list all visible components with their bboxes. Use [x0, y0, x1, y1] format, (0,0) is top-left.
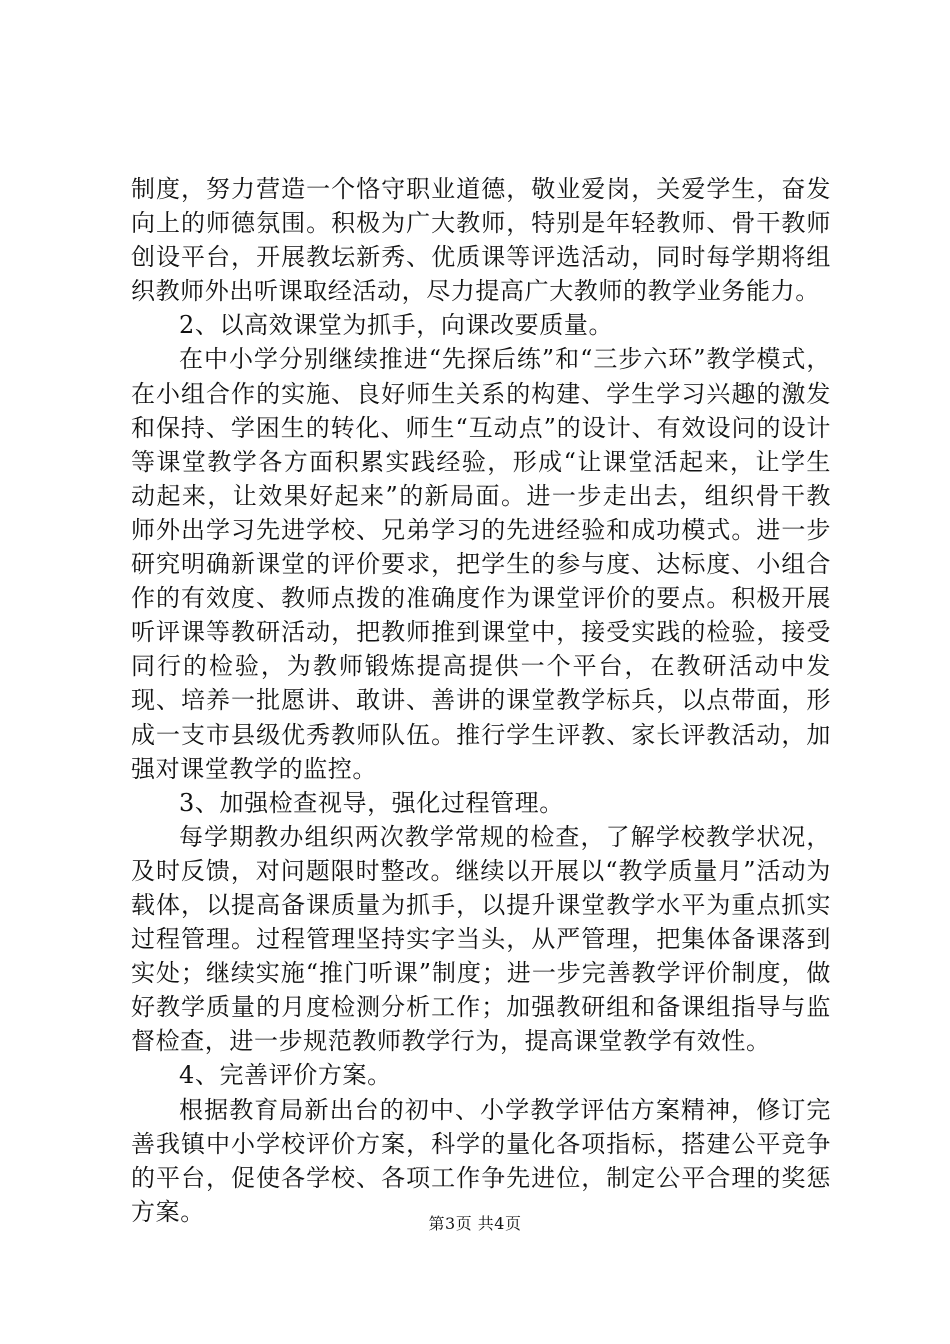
document-body: [131, 172, 831, 1229]
section-heading-4: 4、完善评价方案。: [179, 1061, 392, 1090]
paragraph-process-management: 每学期教办组织两次教学常规的检查，了解学校教学状况，及时反馈，对问题限时整改。继续以开展以“教学质量月”活动为载体，以提高备课质量为抓手，以提升课堂教学水平为重点抓实过程管理。过程管理坚持实字当头，从严管理，把集体备课落到实处；继续实施“推门听课”制度；进一步完善教学评价制度，做好教学质量的月度检测分析工作；加强教研组和备课组指导与监督检查，进一步规范教师教学行为，提高课堂教学有效性。: [131, 822, 831, 1056]
paragraph-evaluation-plan: 根据教育局新出台的初中、小学教学评估方案精神，修订完善我镇中小学校评价方案，科学的量化各项指标，搭建公平竞争的平台，促使各学校、各项工作争先进位，制定公平合理的奖惩方案。: [131, 1095, 831, 1226]
section-heading-3: 3、加强检查视导，强化过程管理。: [179, 788, 564, 817]
page-number-label: 第3页 共4页: [428, 1214, 522, 1233]
page-footer: [0, 1213, 950, 1235]
section-heading-2: 2、以高效课堂为抓手，向课改要质量。: [179, 311, 614, 340]
paragraph-continuation: 制度，努力营造一个恪守职业道德，敬业爱岗，关爱学生，奋发向上的师德氛围。积极为广大教师，特别是年轻教师、骨干教师创设平台，开展教坛新秀、优质课等评选活动，同时每学期将组织教师外出听课取经活动，尽力提高广大教师的教学业务能力。: [131, 175, 831, 306]
paragraph-classroom-reform: 在中小学分别继续推进“先探后练”和“三步六环”教学模式，在小组合作的实施、良好师生关系的构建、学生学习兴趣的激发和保持、学困生的转化、师生“互动点”的设计、有效设问的设计等课堂教学各方面积累实践经验，形成“让课堂活起来，让学生动起来，让效果好起来”的新局面。进一步走出去，组织骨干教师外出学习先进学校、兄弟学习的先进经验和成功模式。进一步研究明确新课堂的评价要求，把学生的参与度、达标度、小组合作的有效度、教师点拨的准确度作为课堂评价的要点。积极开展听评课等教研活动，把教师推到课堂中，接受实践的检验，接受同行的检验，为教师锻炼提高提供一个平台，在教研活动中发现、培养一批愿讲、敢讲、善讲的课堂教学标兵，以点带面，形成一支市县级优秀教师队伍。推行学生评教、家长评教活动，加强对课堂教学的监控。: [131, 345, 831, 783]
